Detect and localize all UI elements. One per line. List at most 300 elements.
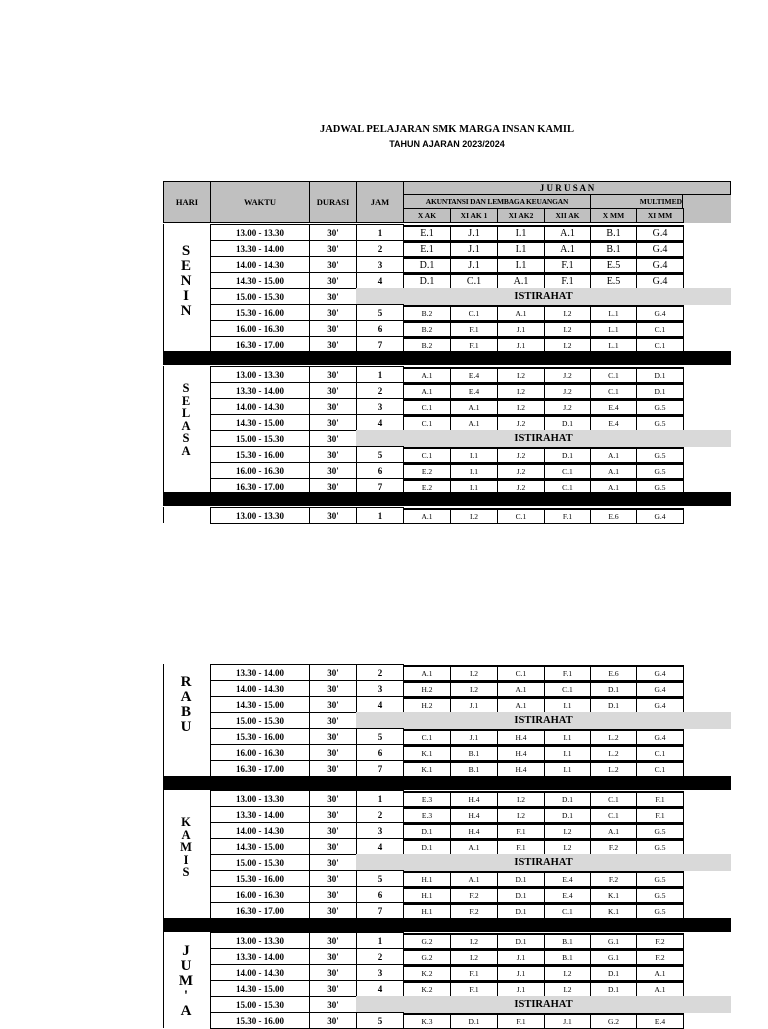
schedule-cell: D.1: [403, 823, 451, 839]
header-class: X MM: [590, 208, 637, 223]
schedule-cell: D.1: [590, 697, 637, 713]
period-cell: 2: [356, 382, 404, 399]
schedule-cell: K.2: [403, 981, 451, 997]
schedule-cell: A.1: [590, 463, 637, 479]
duration-cell: 30': [309, 382, 357, 399]
period-cell: 7: [356, 760, 404, 777]
duration-cell: 30': [309, 288, 357, 305]
schedule-cell: E.3: [403, 791, 451, 807]
period-cell: 3: [356, 680, 404, 697]
schedule-cell: J.1: [497, 949, 545, 965]
schedule-cell: E.2: [403, 463, 451, 479]
schedule-cell: I.2: [497, 807, 545, 823]
schedule-cell: L.1: [590, 305, 637, 321]
period-cell: 3: [356, 822, 404, 839]
schedule-cell: D.1: [497, 871, 545, 887]
schedule-cell: D.1: [544, 447, 591, 463]
schedule-cell: I.2: [544, 305, 591, 321]
schedule-cell: A.1: [450, 399, 498, 415]
schedule-cell: J.1: [450, 241, 498, 257]
schedule-cell: E.4: [544, 887, 591, 903]
duration-cell: 30': [309, 398, 357, 415]
schedule-cell: B.1: [590, 241, 637, 257]
schedule-cell: C.1: [497, 508, 545, 524]
schedule-cell: D.1: [403, 273, 451, 289]
duration-cell: 30': [309, 854, 357, 871]
schedule-cell: G.4: [636, 697, 684, 713]
schedule-cell: F.2: [450, 903, 498, 919]
schedule-cell: C.1: [450, 273, 498, 289]
schedule-cell: I.1: [497, 257, 545, 273]
schedule-cell: G.5: [636, 887, 684, 903]
time-cell: 16.30 - 17.00: [210, 336, 310, 353]
duration-cell: 30': [309, 996, 357, 1013]
day-separator: [163, 918, 731, 932]
schedule-cell: J.2: [497, 479, 545, 495]
schedule-cell: D.1: [590, 981, 637, 997]
schedule-cell: F.1: [636, 791, 684, 807]
duration-cell: 30': [309, 760, 357, 777]
schedule-cell: F.2: [636, 933, 684, 949]
day-label: R A B U: [180, 674, 192, 735]
schedule-cell: F.1: [544, 273, 591, 289]
period-cell: 6: [356, 886, 404, 903]
schedule-cell: E.3: [403, 807, 451, 823]
duration-cell: 30': [309, 790, 357, 807]
period-cell: 1: [356, 932, 404, 949]
schedule-cell: G.4: [636, 257, 684, 273]
time-cell: 13.00 - 13.30: [210, 507, 310, 524]
schedule-cell: F.1: [450, 337, 498, 353]
schedule-cell: J.1: [450, 225, 498, 241]
period-cell: 3: [356, 398, 404, 415]
schedule-cell: D.1: [497, 933, 545, 949]
schedule-cell: I.1: [544, 697, 591, 713]
document-title: JADWAL PELAJARAN SMK MARGA INSAN KAMIL: [319, 124, 575, 135]
schedule-cell: C.1: [590, 367, 637, 383]
header-class: XI AK2: [497, 208, 545, 223]
schedule-cell: B.1: [544, 949, 591, 965]
duration-cell: 30': [309, 1012, 357, 1029]
schedule-cell: B.2: [403, 321, 451, 337]
header-dept-akuntansi: AKUNTANSI DAN LEMBAGA KEUANGAN: [403, 194, 591, 209]
period-cell: 4: [356, 980, 404, 997]
schedule-cell: D.1: [544, 807, 591, 823]
time-cell: 15.00 - 15.30: [210, 712, 310, 729]
period-cell: 3: [356, 964, 404, 981]
schedule-cell: G.4: [636, 508, 684, 524]
schedule-cell: H.4: [450, 807, 498, 823]
schedule-cell: H.4: [450, 823, 498, 839]
schedule-cell: A.1: [590, 479, 637, 495]
time-cell: 13.00 - 13.30: [210, 224, 310, 241]
header-dept-multimedia: MULTIMED: [590, 194, 683, 209]
schedule-cell: A.1: [497, 305, 545, 321]
schedule-cell: I.2: [450, 681, 498, 697]
period-cell: 1: [356, 366, 404, 383]
period-cell: 1: [356, 224, 404, 241]
duration-cell: 30': [309, 744, 357, 761]
time-cell: 13.00 - 13.30: [210, 366, 310, 383]
break-cell: ISTIRAHAT: [356, 854, 731, 871]
schedule-cell: J.1: [450, 257, 498, 273]
duration-cell: 30': [309, 414, 357, 431]
time-cell: 14.00 - 14.30: [210, 964, 310, 981]
schedule-cell: H.1: [403, 887, 451, 903]
schedule-cell: I.1: [450, 479, 498, 495]
time-cell: 14.30 - 15.00: [210, 414, 310, 431]
schedule-cell: B.1: [590, 225, 637, 241]
schedule-cell: D.1: [636, 383, 684, 399]
time-cell: 16.00 - 16.30: [210, 886, 310, 903]
duration-cell: 30': [309, 712, 357, 729]
schedule-cell: G.1: [590, 933, 637, 949]
schedule-cell: J.1: [497, 321, 545, 337]
schedule-cell: F.1: [544, 665, 591, 681]
schedule-cell: D.1: [544, 791, 591, 807]
schedule-cell: A.1: [544, 241, 591, 257]
schedule-cell: I.2: [544, 981, 591, 997]
duration-cell: 30': [309, 430, 357, 447]
header-jurusan: J U R U S A N: [403, 181, 731, 195]
time-cell: 15.30 - 16.00: [210, 304, 310, 321]
time-cell: 16.00 - 16.30: [210, 744, 310, 761]
duration-cell: 30': [309, 256, 357, 273]
schedule-cell: G.5: [636, 871, 684, 887]
period-cell: 3: [356, 256, 404, 273]
period-cell: 1: [356, 507, 404, 524]
time-cell: 14.30 - 15.00: [210, 838, 310, 855]
duration-cell: 30': [309, 336, 357, 353]
break-cell: ISTIRAHAT: [356, 430, 731, 447]
schedule-cell: L.2: [590, 745, 637, 761]
schedule-cell: I.1: [544, 729, 591, 745]
time-cell: 14.30 - 15.00: [210, 696, 310, 713]
schedule-cell: G.4: [636, 225, 684, 241]
period-cell: 5: [356, 304, 404, 321]
schedule-cell: I.2: [450, 949, 498, 965]
schedule-cell: I.1: [450, 447, 498, 463]
day-separator: [163, 776, 731, 790]
schedule-cell: J.2: [544, 367, 591, 383]
schedule-cell: C.1: [544, 463, 591, 479]
time-cell: 13.30 - 14.00: [210, 664, 310, 681]
schedule-cell: J.2: [497, 415, 545, 431]
schedule-cell: C.1: [544, 903, 591, 919]
schedule-cell: E.4: [590, 415, 637, 431]
schedule-cell: I.1: [544, 745, 591, 761]
duration-cell: 30': [309, 964, 357, 981]
time-cell: 16.30 - 17.00: [210, 760, 310, 777]
time-cell: 14.30 - 15.00: [210, 272, 310, 289]
schedule-cell: D.1: [590, 965, 637, 981]
schedule-cell: J.2: [497, 463, 545, 479]
schedule-cell: A.1: [450, 871, 498, 887]
schedule-cell: I.2: [497, 383, 545, 399]
schedule-cell: G.5: [636, 903, 684, 919]
schedule-cell: K.1: [403, 761, 451, 777]
duration-cell: 30': [309, 838, 357, 855]
period-cell: 5: [356, 728, 404, 745]
schedule-cell: F.1: [636, 807, 684, 823]
period-cell: 2: [356, 806, 404, 823]
duration-cell: 30': [309, 664, 357, 681]
schedule-cell: G.5: [636, 415, 684, 431]
schedule-cell: A.1: [590, 447, 637, 463]
time-cell: 13.30 - 14.00: [210, 806, 310, 823]
schedule-cell: D.1: [636, 367, 684, 383]
header-class: XI AK 1: [450, 208, 498, 223]
schedule-cell: A.1: [590, 823, 637, 839]
schedule-cell: F.1: [544, 257, 591, 273]
schedule-cell: J.2: [544, 399, 591, 415]
schedule-cell: G.5: [636, 399, 684, 415]
time-cell: 13.00 - 13.30: [210, 790, 310, 807]
time-cell: 15.00 - 15.30: [210, 288, 310, 305]
schedule-cell: B.1: [544, 933, 591, 949]
schedule-cell: I.2: [544, 965, 591, 981]
schedule-cell: K.2: [403, 965, 451, 981]
schedule-cell: C.1: [636, 761, 684, 777]
period-cell: 4: [356, 414, 404, 431]
schedule-cell: J.1: [450, 697, 498, 713]
schedule-cell: C.1: [636, 321, 684, 337]
duration-cell: 30': [309, 366, 357, 383]
schedule-cell: K.3: [403, 1013, 451, 1029]
duration-cell: 30': [309, 728, 357, 745]
schedule-cell: E.5: [590, 273, 637, 289]
period-cell: 7: [356, 478, 404, 495]
schedule-cell: A.1: [636, 965, 684, 981]
time-cell: 15.00 - 15.30: [210, 996, 310, 1013]
document-subtitle: TAHUN AJARAN 2023/2024: [389, 139, 505, 149]
schedule-cell: L.1: [590, 321, 637, 337]
header-hari: HARI: [163, 181, 211, 223]
schedule-cell: A.1: [403, 508, 451, 524]
duration-cell: 30': [309, 320, 357, 337]
schedule-cell: I.1: [544, 761, 591, 777]
schedule-cell: E.1: [403, 241, 451, 257]
schedule-cell: J.2: [544, 383, 591, 399]
header-class: XII AK: [544, 208, 591, 223]
time-cell: 15.30 - 16.00: [210, 870, 310, 887]
schedule-cell: F.2: [590, 839, 637, 855]
schedule-cell: J.1: [544, 1013, 591, 1029]
schedule-cell: A.1: [450, 415, 498, 431]
schedule-cell: D.1: [590, 681, 637, 697]
schedule-cell: A.1: [497, 697, 545, 713]
schedule-cell: G.5: [636, 479, 684, 495]
time-cell: 15.30 - 16.00: [210, 728, 310, 745]
schedule-cell: I.2: [450, 508, 498, 524]
schedule-cell: G.4: [636, 729, 684, 745]
time-cell: 16.30 - 17.00: [210, 902, 310, 919]
schedule-cell: C.1: [403, 729, 451, 745]
schedule-cell: L.2: [590, 761, 637, 777]
schedule-cell: I.2: [497, 367, 545, 383]
schedule-cell: A.1: [403, 367, 451, 383]
schedule-cell: I.2: [544, 823, 591, 839]
time-cell: 15.30 - 16.00: [210, 446, 310, 463]
duration-cell: 30': [309, 822, 357, 839]
schedule-cell: G.2: [403, 933, 451, 949]
schedule-cell: C.1: [403, 415, 451, 431]
schedule-cell: J.1: [497, 337, 545, 353]
schedule-cell: C.1: [403, 447, 451, 463]
period-cell: 7: [356, 902, 404, 919]
time-cell: 16.00 - 16.30: [210, 462, 310, 479]
schedule-cell: C.1: [544, 479, 591, 495]
schedule-cell: F.1: [450, 321, 498, 337]
schedule-cell: E.6: [590, 665, 637, 681]
schedule-cell: F.1: [497, 823, 545, 839]
schedule-cell: K.1: [403, 745, 451, 761]
period-cell: 7: [356, 336, 404, 353]
schedule-cell: I.2: [450, 933, 498, 949]
duration-cell: 30': [309, 507, 357, 524]
schedule-cell: J.1: [497, 981, 545, 997]
schedule-cell: B.2: [403, 305, 451, 321]
schedule-cell: E.4: [590, 399, 637, 415]
period-cell: 6: [356, 462, 404, 479]
schedule-cell: A.1: [636, 981, 684, 997]
period-cell: 6: [356, 744, 404, 761]
duration-cell: 30': [309, 806, 357, 823]
schedule-cell: D.1: [450, 1013, 498, 1029]
time-cell: 15.30 - 16.00: [210, 1012, 310, 1029]
schedule-cell: E.5: [590, 257, 637, 273]
schedule-cell: H.2: [403, 697, 451, 713]
schedule-cell: F.1: [497, 1013, 545, 1029]
schedule-cell: C.1: [636, 337, 684, 353]
break-cell: ISTIRAHAT: [356, 712, 731, 729]
schedule-cell: E.1: [403, 225, 451, 241]
period-cell: 4: [356, 696, 404, 713]
day-column-border: [163, 507, 164, 523]
schedule-cell: G.4: [636, 273, 684, 289]
schedule-cell: G.5: [636, 447, 684, 463]
schedule-cell: B.1: [450, 761, 498, 777]
schedule-cell: D.1: [403, 257, 451, 273]
time-cell: 16.30 - 17.00: [210, 478, 310, 495]
schedule-cell: I.1: [497, 225, 545, 241]
schedule-cell: J.2: [497, 447, 545, 463]
schedule-cell: G.4: [636, 241, 684, 257]
duration-cell: 30': [309, 902, 357, 919]
schedule-cell: H.4: [497, 745, 545, 761]
schedule-cell: A.1: [450, 839, 498, 855]
schedule-cell: I.2: [497, 399, 545, 415]
schedule-cell: H.2: [403, 681, 451, 697]
schedule-cell: C.1: [497, 665, 545, 681]
schedule-cell: F.2: [636, 949, 684, 965]
header-class: X AK: [403, 208, 451, 223]
duration-cell: 30': [309, 696, 357, 713]
schedule-cell: G.2: [403, 949, 451, 965]
schedule-cell: B.1: [450, 745, 498, 761]
schedule-cell: G.2: [590, 1013, 637, 1029]
schedule-cell: A.1: [544, 225, 591, 241]
schedule-cell: E.4: [450, 383, 498, 399]
schedule-cell: H.1: [403, 871, 451, 887]
duration-cell: 30': [309, 304, 357, 321]
schedule-cell: D.1: [497, 903, 545, 919]
schedule-cell: F.1: [450, 981, 498, 997]
schedule-cell: C.1: [590, 791, 637, 807]
header-waktu: WAKTU: [210, 181, 310, 223]
day-separator: [163, 492, 731, 506]
schedule-cell: J.1: [450, 729, 498, 745]
schedule-cell: H.4: [450, 791, 498, 807]
schedule-cell: D.1: [403, 839, 451, 855]
schedule-cell: K.1: [590, 903, 637, 919]
schedule-cell: G.5: [636, 839, 684, 855]
period-cell: 5: [356, 870, 404, 887]
schedule-cell: K.1: [590, 887, 637, 903]
header-class: XI MM: [636, 208, 684, 223]
schedule-cell: E.4: [450, 367, 498, 383]
day-label: S E N I N: [180, 243, 192, 319]
schedule-cell: A.1: [497, 681, 545, 697]
period-cell: 5: [356, 446, 404, 463]
time-cell: 14.00 - 14.30: [210, 680, 310, 697]
period-cell: 1: [356, 790, 404, 807]
schedule-cell: D.1: [544, 415, 591, 431]
schedule-cell: C.1: [403, 399, 451, 415]
schedule-cell: F.1: [497, 839, 545, 855]
duration-cell: 30': [309, 870, 357, 887]
schedule-cell: A.1: [403, 383, 451, 399]
duration-cell: 30': [309, 446, 357, 463]
schedule-cell: I.2: [450, 665, 498, 681]
schedule-cell: F.1: [544, 508, 591, 524]
duration-cell: 30': [309, 980, 357, 997]
schedule-cell: I.1: [497, 241, 545, 257]
duration-cell: 30': [309, 948, 357, 965]
time-cell: 13.30 - 14.00: [210, 240, 310, 257]
schedule-cell: I.1: [450, 463, 498, 479]
schedule-cell: G.4: [636, 681, 684, 697]
time-cell: 14.00 - 14.30: [210, 822, 310, 839]
schedule-cell: A.1: [403, 665, 451, 681]
header-jam: JAM: [356, 181, 404, 223]
break-cell: ISTIRAHAT: [356, 288, 731, 305]
schedule-cell: E.6: [590, 508, 637, 524]
duration-cell: 30': [309, 886, 357, 903]
time-cell: 14.00 - 14.30: [210, 398, 310, 415]
schedule-cell: H.4: [497, 761, 545, 777]
schedule-cell: B.2: [403, 337, 451, 353]
schedule-cell: G.4: [636, 305, 684, 321]
schedule-cell: C.1: [636, 745, 684, 761]
schedule-cell: F.2: [450, 887, 498, 903]
header-durasi: DURASI: [309, 181, 357, 223]
schedule-cell: G.5: [636, 463, 684, 479]
period-cell: 4: [356, 272, 404, 289]
schedule-cell: C.1: [590, 807, 637, 823]
period-cell: 5: [356, 1012, 404, 1029]
schedule-cell: C.1: [544, 681, 591, 697]
time-cell: 13.00 - 13.30: [210, 932, 310, 949]
duration-cell: 30': [309, 932, 357, 949]
schedule-cell: A.1: [497, 273, 545, 289]
schedule-cell: I.2: [544, 337, 591, 353]
schedule-cell: L.1: [590, 337, 637, 353]
schedule-cell: I.2: [544, 839, 591, 855]
schedule-cell: C.1: [590, 383, 637, 399]
period-cell: 2: [356, 948, 404, 965]
schedule-cell: G.1: [590, 949, 637, 965]
